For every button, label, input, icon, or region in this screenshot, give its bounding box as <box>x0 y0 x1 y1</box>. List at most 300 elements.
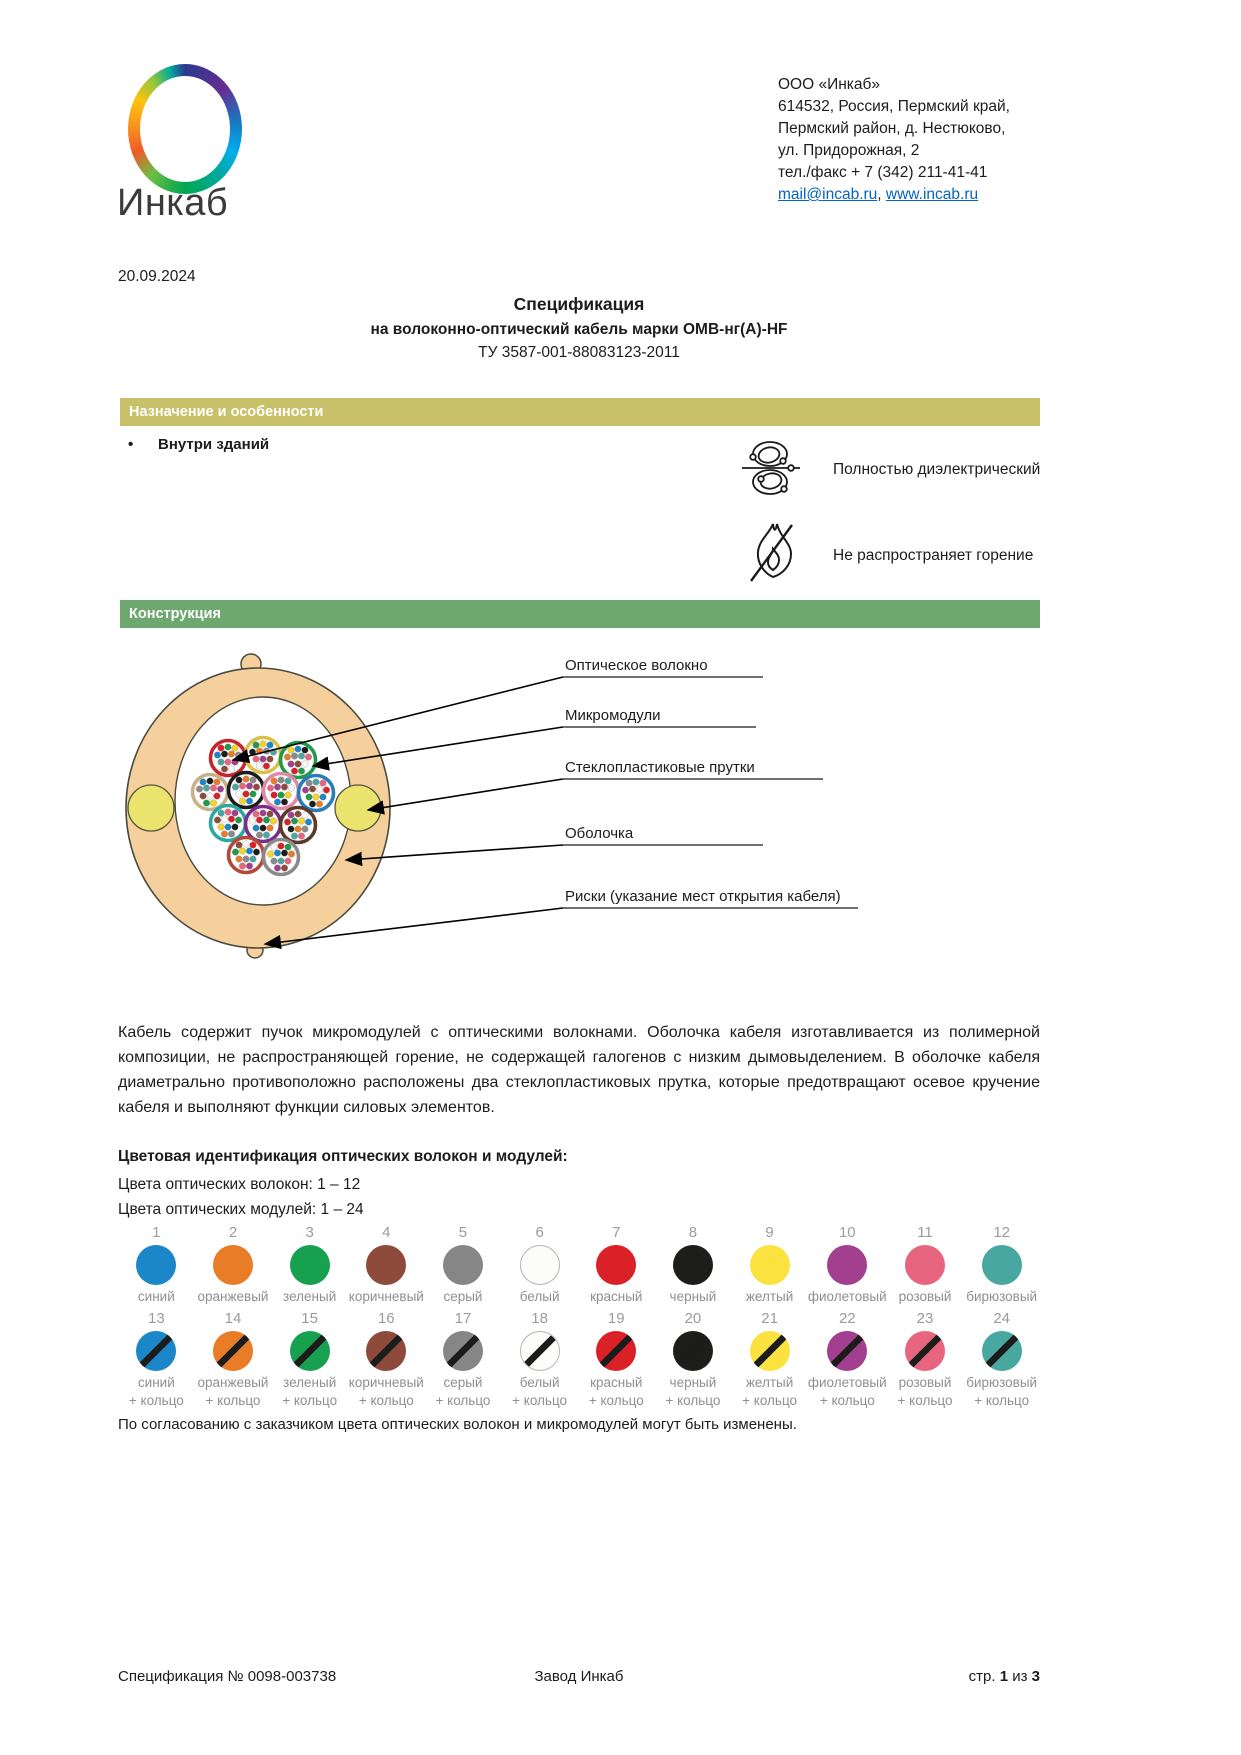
color-name: желтый <box>745 1375 794 1390</box>
color-circle-ringed <box>366 1331 406 1371</box>
color-change-note: По согласованию с заказчиком цвета оптических волокон и микромодулей могут быть изменены. <box>118 1416 797 1433</box>
fiber-dot <box>214 752 221 759</box>
fiber-dot <box>232 784 239 791</box>
color-name: оранжевый <box>197 1289 269 1304</box>
color-swatch-cell <box>425 1224 502 1306</box>
fiber-dot <box>232 849 239 856</box>
fiber-dot <box>267 785 274 792</box>
fiber-dot <box>196 786 203 793</box>
fiber-dot <box>218 745 225 752</box>
color-swatch-cell <box>118 1310 195 1410</box>
color-circle <box>673 1245 713 1285</box>
fiber-dot <box>250 842 257 849</box>
micromodule <box>229 773 264 808</box>
fiber-dot <box>288 785 295 792</box>
color-swatch-cell <box>808 1224 887 1306</box>
color-ring-suffix: + кольцо <box>588 1393 644 1408</box>
micromodule <box>246 807 281 842</box>
fiber-dot <box>316 801 323 808</box>
fiber-dot <box>291 818 298 825</box>
diagram-label-fiber: Оптическое волокно <box>565 657 708 674</box>
fiber-dot <box>253 756 260 763</box>
color-swatch-cell <box>501 1310 578 1410</box>
feature-label-dielectric: Полностью диэлектрический <box>833 461 1041 478</box>
section-header-construction: Конструкция <box>120 600 1040 628</box>
color-ring-suffix: + кольцо <box>819 1393 875 1408</box>
tu-number: ТУ 3587-001-88083123-2011 <box>478 344 680 361</box>
fiber-dot <box>236 777 243 784</box>
color-swatch-cell <box>655 1224 732 1306</box>
no-fire-icon <box>746 520 800 586</box>
fiber-dot <box>271 844 278 851</box>
feature-label-no-fire: Не распространяет горение <box>833 547 1034 564</box>
fiber-dot <box>306 780 313 787</box>
fiber-dot <box>218 824 225 831</box>
fiber-dot <box>302 787 309 794</box>
fiber-dot <box>288 851 295 858</box>
color-number: 21 <box>761 1310 778 1327</box>
color-circle <box>982 1245 1022 1285</box>
address-line: 614532, Россия, Пермский край, <box>778 98 1010 115</box>
fiber-dot <box>288 747 295 754</box>
color-swatch-cell <box>271 1224 348 1306</box>
color-swatch-cell <box>731 1224 808 1306</box>
fiber-dot <box>217 786 224 793</box>
bullet-dot: • <box>128 436 134 453</box>
color-number: 18 <box>531 1310 548 1327</box>
color-circle <box>366 1245 406 1285</box>
fiber-dot <box>228 831 235 838</box>
color-name: оранжевый <box>197 1375 269 1390</box>
fiber-dot <box>260 810 267 817</box>
footer-page-indicator <box>733 1668 1040 1685</box>
fiber-dot <box>309 801 316 808</box>
fiber-dot <box>246 783 253 790</box>
color-swatch-cell <box>887 1310 964 1410</box>
fiber-dot <box>298 768 305 775</box>
micromodule <box>211 806 246 841</box>
color-ring-suffix: + кольцо <box>742 1393 798 1408</box>
color-circle <box>136 1245 176 1285</box>
color-circle-ringed <box>750 1331 790 1371</box>
color-number: 16 <box>377 1310 395 1327</box>
fiber-dot <box>200 779 207 786</box>
company-address-block <box>778 74 1010 206</box>
fiber-dot <box>295 826 302 833</box>
micromodule <box>281 808 316 843</box>
fiber-dot <box>214 779 221 786</box>
fiber-dot <box>285 844 292 851</box>
color-name: фиолетовый <box>807 1289 887 1304</box>
color-circle-ringed <box>290 1331 330 1371</box>
color-number: 15 <box>301 1310 318 1327</box>
fiber-dot <box>306 794 313 801</box>
fiber-dot <box>260 741 267 748</box>
fiber-dot <box>218 759 225 766</box>
color-circle-ringed <box>520 1331 560 1371</box>
color-number: 19 <box>607 1310 625 1327</box>
micromodule <box>264 840 299 875</box>
fiber-dot <box>232 745 239 752</box>
color-circle <box>905 1245 945 1285</box>
fiber-dot <box>278 792 285 799</box>
fiber-dot <box>298 818 305 825</box>
color-name: розовый <box>898 1289 952 1304</box>
address-lines <box>778 74 1010 184</box>
address-links-line <box>778 184 1010 206</box>
fiber-dot <box>271 858 278 865</box>
micromodule <box>264 774 299 809</box>
fiber-dot <box>271 778 278 785</box>
fiber-dot <box>239 863 246 870</box>
fiber-dot <box>232 810 239 817</box>
fiber-dot <box>274 799 281 806</box>
footer-page-sep: из <box>1012 1668 1028 1685</box>
fiber-dot <box>221 816 228 823</box>
color-number: 9 <box>765 1224 774 1241</box>
color-swatch-cell <box>195 1224 272 1306</box>
color-swatch-cell <box>118 1224 195 1306</box>
fiber-dot <box>243 841 250 848</box>
fiber-dot <box>239 848 246 855</box>
fiber-dot <box>210 785 217 792</box>
fiber-dot <box>253 811 260 818</box>
section-header-purpose: Назначение и особенности <box>120 398 1040 426</box>
fiber-dot <box>203 785 210 792</box>
fiber-dot <box>239 783 246 790</box>
color-swatch-cell <box>501 1224 578 1306</box>
fiber-dot <box>271 792 278 799</box>
color-number: 12 <box>993 1224 1010 1241</box>
color-circle-ringed <box>673 1331 713 1371</box>
color-circle-ringed <box>443 1331 483 1371</box>
dielectric-icon <box>740 436 802 502</box>
fiber-dot <box>267 825 274 832</box>
color-name: желтый <box>745 1289 794 1304</box>
fiber-colors-range: Цвета оптических волокон: 1 – 12 <box>118 1176 361 1193</box>
fiber-dot <box>285 858 292 865</box>
color-number: 20 <box>684 1310 702 1327</box>
color-number: 14 <box>224 1310 242 1327</box>
color-ring-suffix: + кольцо <box>128 1393 184 1408</box>
color-number: 23 <box>916 1310 934 1327</box>
footer-plant: Завод Инкаб <box>534 1668 624 1685</box>
color-swatch-cell <box>731 1310 808 1410</box>
fiber-dot <box>274 784 281 791</box>
fiber-dot <box>228 751 235 758</box>
fiber-dot <box>278 858 285 865</box>
color-number: 3 <box>305 1224 314 1241</box>
color-name: белый <box>519 1375 560 1390</box>
color-swatch-cell <box>578 1224 655 1306</box>
color-name: зеленый <box>283 1289 337 1304</box>
color-number: 17 <box>454 1310 472 1327</box>
fiber-dot <box>228 816 235 823</box>
fiber-dot <box>278 777 285 784</box>
color-circle <box>520 1245 560 1285</box>
fiber-dot <box>225 744 232 751</box>
color-name: фиолетовый <box>807 1375 887 1390</box>
color-circle <box>290 1245 330 1285</box>
color-name: зеленый <box>283 1375 337 1390</box>
fiber-dot <box>309 786 316 793</box>
fiber-dot <box>221 766 228 773</box>
fiber-dot <box>200 793 207 800</box>
color-swatch-cell <box>887 1224 964 1306</box>
fiber-dot <box>278 843 285 850</box>
fiber-dot <box>295 811 302 818</box>
color-number: 1 <box>152 1224 161 1241</box>
fiber-dot <box>284 754 291 761</box>
strength-rod-left <box>128 785 174 831</box>
title-block <box>118 294 1040 362</box>
fiber-dot <box>235 817 242 824</box>
fiber-dot <box>320 780 327 787</box>
color-ring-suffix: + кольцо <box>897 1393 953 1408</box>
color-circle <box>596 1245 636 1285</box>
diagram-label-micromodules: Микромодули <box>565 707 661 724</box>
fiber-dot <box>302 761 309 768</box>
fiber-dot <box>246 863 253 870</box>
color-number: 7 <box>612 1224 621 1241</box>
color-circle-ringed <box>905 1331 945 1371</box>
diagram-label-sheath: Оболочка <box>565 825 634 842</box>
fiber-dot <box>316 786 323 793</box>
color-circle-ringed <box>136 1331 176 1371</box>
color-number: 24 <box>993 1310 1010 1327</box>
color-name: бирюзовый <box>966 1375 1038 1390</box>
fiber-dot <box>260 756 267 763</box>
fiber-dot <box>320 794 327 801</box>
color-circle-ringed <box>596 1331 636 1371</box>
fiber-dot <box>305 819 312 826</box>
fiber-dot <box>284 819 291 826</box>
fiber-dot <box>207 793 214 800</box>
fiber-dot <box>274 850 281 857</box>
color-circle <box>443 1245 483 1285</box>
bullet-item <box>128 436 269 453</box>
fiber-dot <box>295 746 302 753</box>
color-id-heading: Цветовая идентификация оптических волокон и модулей: <box>118 1148 568 1165</box>
incab-logo-ring-icon <box>128 64 242 194</box>
color-name: серый <box>443 1375 483 1390</box>
fiber-dot <box>214 793 221 800</box>
fiber-dot <box>274 865 281 872</box>
diagram-label-rods: Стеклопластиковые прутки <box>565 759 755 776</box>
fiber-dot <box>239 798 246 805</box>
fiber-dot <box>207 778 214 785</box>
page-title: Спецификация <box>513 294 645 314</box>
fiber-dot <box>313 794 320 801</box>
link-separator: , <box>877 186 886 203</box>
fiber-dot <box>298 833 305 840</box>
website-link[interactable]: www.incab.ru <box>885 186 979 203</box>
fiber-dot <box>281 850 288 857</box>
color-name: красный <box>590 1289 643 1304</box>
color-name: белый <box>519 1289 560 1304</box>
fiber-dot <box>288 826 295 833</box>
footer-page-total: 3 <box>1031 1668 1040 1685</box>
color-circle <box>750 1245 790 1285</box>
color-ring-suffix: + кольцо <box>358 1393 414 1408</box>
color-number: 11 <box>917 1224 933 1241</box>
fiber-dot <box>298 753 305 760</box>
fiber-dot <box>288 812 295 819</box>
fiber-dot <box>214 817 221 824</box>
color-number: 8 <box>688 1224 698 1241</box>
fiber-dot <box>250 777 257 784</box>
color-swatch-cell <box>578 1310 655 1410</box>
color-swatch-cell <box>348 1310 425 1410</box>
color-number: 2 <box>228 1224 238 1241</box>
fiber-dot <box>267 851 274 858</box>
email-link[interactable]: mail@incab.ru <box>778 186 878 203</box>
fiber-dot <box>232 824 239 831</box>
micromodule <box>299 776 334 811</box>
color-ring-suffix: + кольцо <box>282 1393 338 1408</box>
color-name: серый <box>443 1289 483 1304</box>
fiber-dot <box>236 842 243 849</box>
strength-rod-right <box>335 785 381 831</box>
color-number: 4 <box>382 1224 391 1241</box>
color-swatch-cell <box>655 1310 732 1410</box>
footer-spec-number: Спецификация № 0098-003738 <box>118 1668 337 1685</box>
fiber-dot <box>243 776 250 783</box>
fiber-dot <box>288 761 295 768</box>
page-subtitle: на волоконно-оптический кабель марки ОМВ-нг(А)-HF <box>370 321 788 338</box>
fiber-dot <box>256 763 263 770</box>
fiber-dot <box>281 784 288 791</box>
color-name: синий <box>137 1375 175 1390</box>
fiber-dot <box>225 809 232 816</box>
color-name: коричневый <box>348 1289 424 1304</box>
fiber-dot <box>263 832 270 839</box>
fiber-dot <box>228 766 235 773</box>
fiber-dot <box>313 779 320 786</box>
fiber-dot <box>243 856 250 863</box>
color-name: красный <box>590 1375 643 1390</box>
module-color-row <box>118 1310 1040 1410</box>
diagram-label-notches: Риски (указание мест открытия кабеля) <box>565 888 841 905</box>
fiber-dot <box>270 818 277 825</box>
color-ring-suffix: + кольцо <box>974 1393 1030 1408</box>
fiber-dot <box>246 798 253 805</box>
cable-cross-section-diagram <box>118 638 1040 970</box>
fiber-dot <box>210 800 217 807</box>
color-swatch-cell <box>271 1310 348 1410</box>
color-number: 22 <box>838 1310 856 1327</box>
construction-description: Кабель содержит пучок микромодулей с оптическими волокнами. Оболочка кабеля изготавливается из полимерной композиции, не распространяющей горение, не содержащей галогенов с низким дымовыделением. В оболочке кабеля диаметрально противоположно расположены два стеклопластиковых прутка, которые предотвращают осевое кручение кабеля и выполняют функции силовых элементов. <box>118 1024 1040 1116</box>
fiber-dot <box>267 756 274 763</box>
fiber-dot <box>302 812 309 819</box>
color-number: 10 <box>838 1224 856 1241</box>
fiber-dot <box>295 761 302 768</box>
fiber-dot <box>305 754 312 761</box>
fiber-dot <box>249 818 256 825</box>
fiber-dot <box>253 784 260 791</box>
micromodule <box>229 838 264 873</box>
page-footer <box>118 1668 1040 1685</box>
fiber-dot <box>250 791 257 798</box>
fiber-dot <box>302 826 309 833</box>
fiber-dot <box>291 833 298 840</box>
color-swatch-cell <box>963 1310 1040 1410</box>
fiber-dot <box>291 753 298 760</box>
color-swatch-cell <box>425 1310 502 1410</box>
fiber-dot <box>243 791 250 798</box>
fiber-dot <box>260 825 267 832</box>
color-name: бирюзовый <box>966 1289 1038 1304</box>
module-colors-range: Цвета оптических модулей: 1 – 24 <box>118 1201 364 1218</box>
color-ring-suffix: + кольцо <box>512 1393 568 1408</box>
color-number: 5 <box>458 1224 468 1241</box>
color-ring-suffix: + кольцо <box>665 1393 721 1408</box>
fiber-dot <box>302 747 309 754</box>
color-circle-ringed <box>213 1331 253 1371</box>
fiber-dot <box>281 799 288 806</box>
fiber-dot <box>253 849 260 856</box>
fiber-dot <box>221 831 228 838</box>
color-swatch-cell <box>808 1310 887 1410</box>
fiber-dot <box>285 792 292 799</box>
fiber-dot <box>291 768 298 775</box>
micromodule <box>193 775 228 810</box>
address-line: ООО «Инкаб» <box>778 76 881 93</box>
fiber-dot <box>225 759 232 766</box>
fiber-dot <box>267 742 274 749</box>
color-swatch-cell <box>963 1224 1040 1306</box>
color-ring-suffix: + кольцо <box>205 1393 261 1408</box>
micromodule <box>281 743 316 778</box>
fiber-color-row <box>118 1224 1040 1306</box>
incab-logo-text: Инкаб <box>117 182 229 224</box>
color-swatch-cell <box>195 1310 272 1410</box>
footer-page-num: 1 <box>999 1668 1009 1685</box>
fiber-dot <box>225 824 232 831</box>
color-name: черный <box>669 1289 717 1304</box>
fiber-dot <box>256 817 263 824</box>
fiber-dot <box>267 811 274 818</box>
footer-page-prefix: стр. <box>968 1668 996 1685</box>
fiber-dot <box>250 856 257 863</box>
fiber-dot <box>253 825 260 832</box>
fiber-dot <box>285 778 292 785</box>
color-number: 6 <box>535 1224 544 1241</box>
color-circle <box>213 1245 253 1285</box>
address-line: Пермский район, д. Нестюково, <box>778 120 1006 137</box>
color-ring-suffix: + кольцо <box>435 1393 491 1408</box>
fiber-dot <box>236 791 243 798</box>
fiber-dot <box>263 763 270 770</box>
color-circle <box>827 1245 867 1285</box>
color-swatch-cell <box>348 1224 425 1306</box>
fiber-dot <box>256 832 263 839</box>
fiber-dot <box>218 810 225 817</box>
bullet-label: Внутри зданий <box>158 436 270 453</box>
fiber-dot <box>203 800 210 807</box>
fiber-dot <box>281 865 288 872</box>
color-name: розовый <box>898 1375 952 1390</box>
color-name: синий <box>137 1289 175 1304</box>
fiber-dot <box>236 856 243 863</box>
address-line: тел./факс + 7 (342) 211-41-41 <box>778 164 988 181</box>
color-name: коричневый <box>348 1375 424 1390</box>
color-swatch-block <box>118 1224 1040 1410</box>
fiber-dot <box>263 817 270 824</box>
color-name: черный <box>669 1375 717 1390</box>
color-circle-ringed <box>827 1331 867 1371</box>
fiber-dot <box>323 787 330 794</box>
